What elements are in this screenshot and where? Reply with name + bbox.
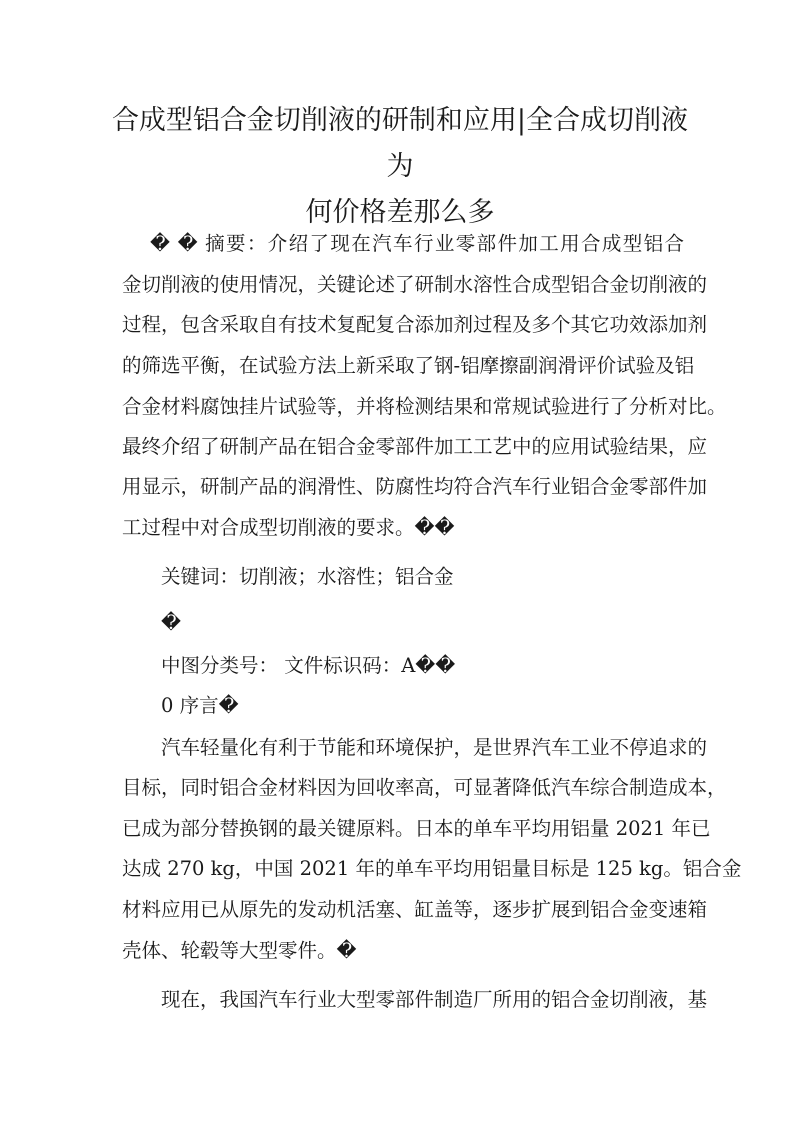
paragraph-line: 现在，我国汽车行业大型零部件制造厂所用的铝合金切削液，基	[161, 988, 708, 1011]
intro-line: 达成 270 kg，中国 2021 年的单车平均用铝量目标是 125 kg。铝合金	[122, 857, 742, 880]
intro-line: 已成为部分替换钢的最关键原料。日本的单车平均用铝量 2021 年已	[122, 817, 711, 840]
intro-line: 壳体、轮毂等大型零件。�	[122, 939, 357, 962]
abstract-line: 最终介绍了研制产品在铝合金零部件加工工艺中的应用试验结果，应	[122, 435, 708, 458]
abstract-line: 的筛选平衡，在试验方法上新采取了钢-铝摩擦副润滑评价试验及铝	[122, 354, 695, 377]
classification-line: 中图分类号： 文件标识码：A��	[161, 654, 456, 677]
abstract-line: 金切削液的使用情况，关键论述了研制水溶性合成型铝合金切削液的	[122, 273, 708, 296]
intro-line: 目标，同时铝合金材料因为回收率高，可显著降低汽车综合制造成本，	[122, 776, 727, 799]
abstract-line: � � 摘要：介绍了现在汽车行业零部件加工用合成型铝合	[150, 232, 684, 255]
intro-line: 汽车轻量化有利于节能和环境保护，是世界汽车工业不停追求的	[161, 736, 708, 759]
keywords: 关键词：切削液；水溶性；铝合金	[161, 565, 454, 588]
abstract-line: 工过程中对合成型切削液的要求。��	[122, 516, 455, 539]
placeholder-glyph: �	[161, 611, 181, 634]
abstract-line: 用显示，研制产品的润滑性、防腐性均符合汽车行业铝合金零部件加	[122, 475, 708, 498]
abstract-line: 过程，包含采取自有技术复配复合添加剂过程及多个其它功效添加剂	[122, 313, 708, 336]
title-line-2: 何价格差那么多	[305, 197, 495, 228]
abstract-line: 合金材料腐蚀挂片试验等，并将检测结果和常规试验进行了分析对比。	[122, 395, 727, 418]
title-line-1: 合成型铝合金切削液的研制和应用|全合成切削液为	[111, 105, 689, 182]
section-heading: 0 序言�	[161, 694, 239, 717]
document-title	[110, 98, 690, 236]
intro-line: 材料应用已从原先的发动机活塞、缸盖等，逐步扩展到铝合金变速箱	[122, 898, 708, 921]
